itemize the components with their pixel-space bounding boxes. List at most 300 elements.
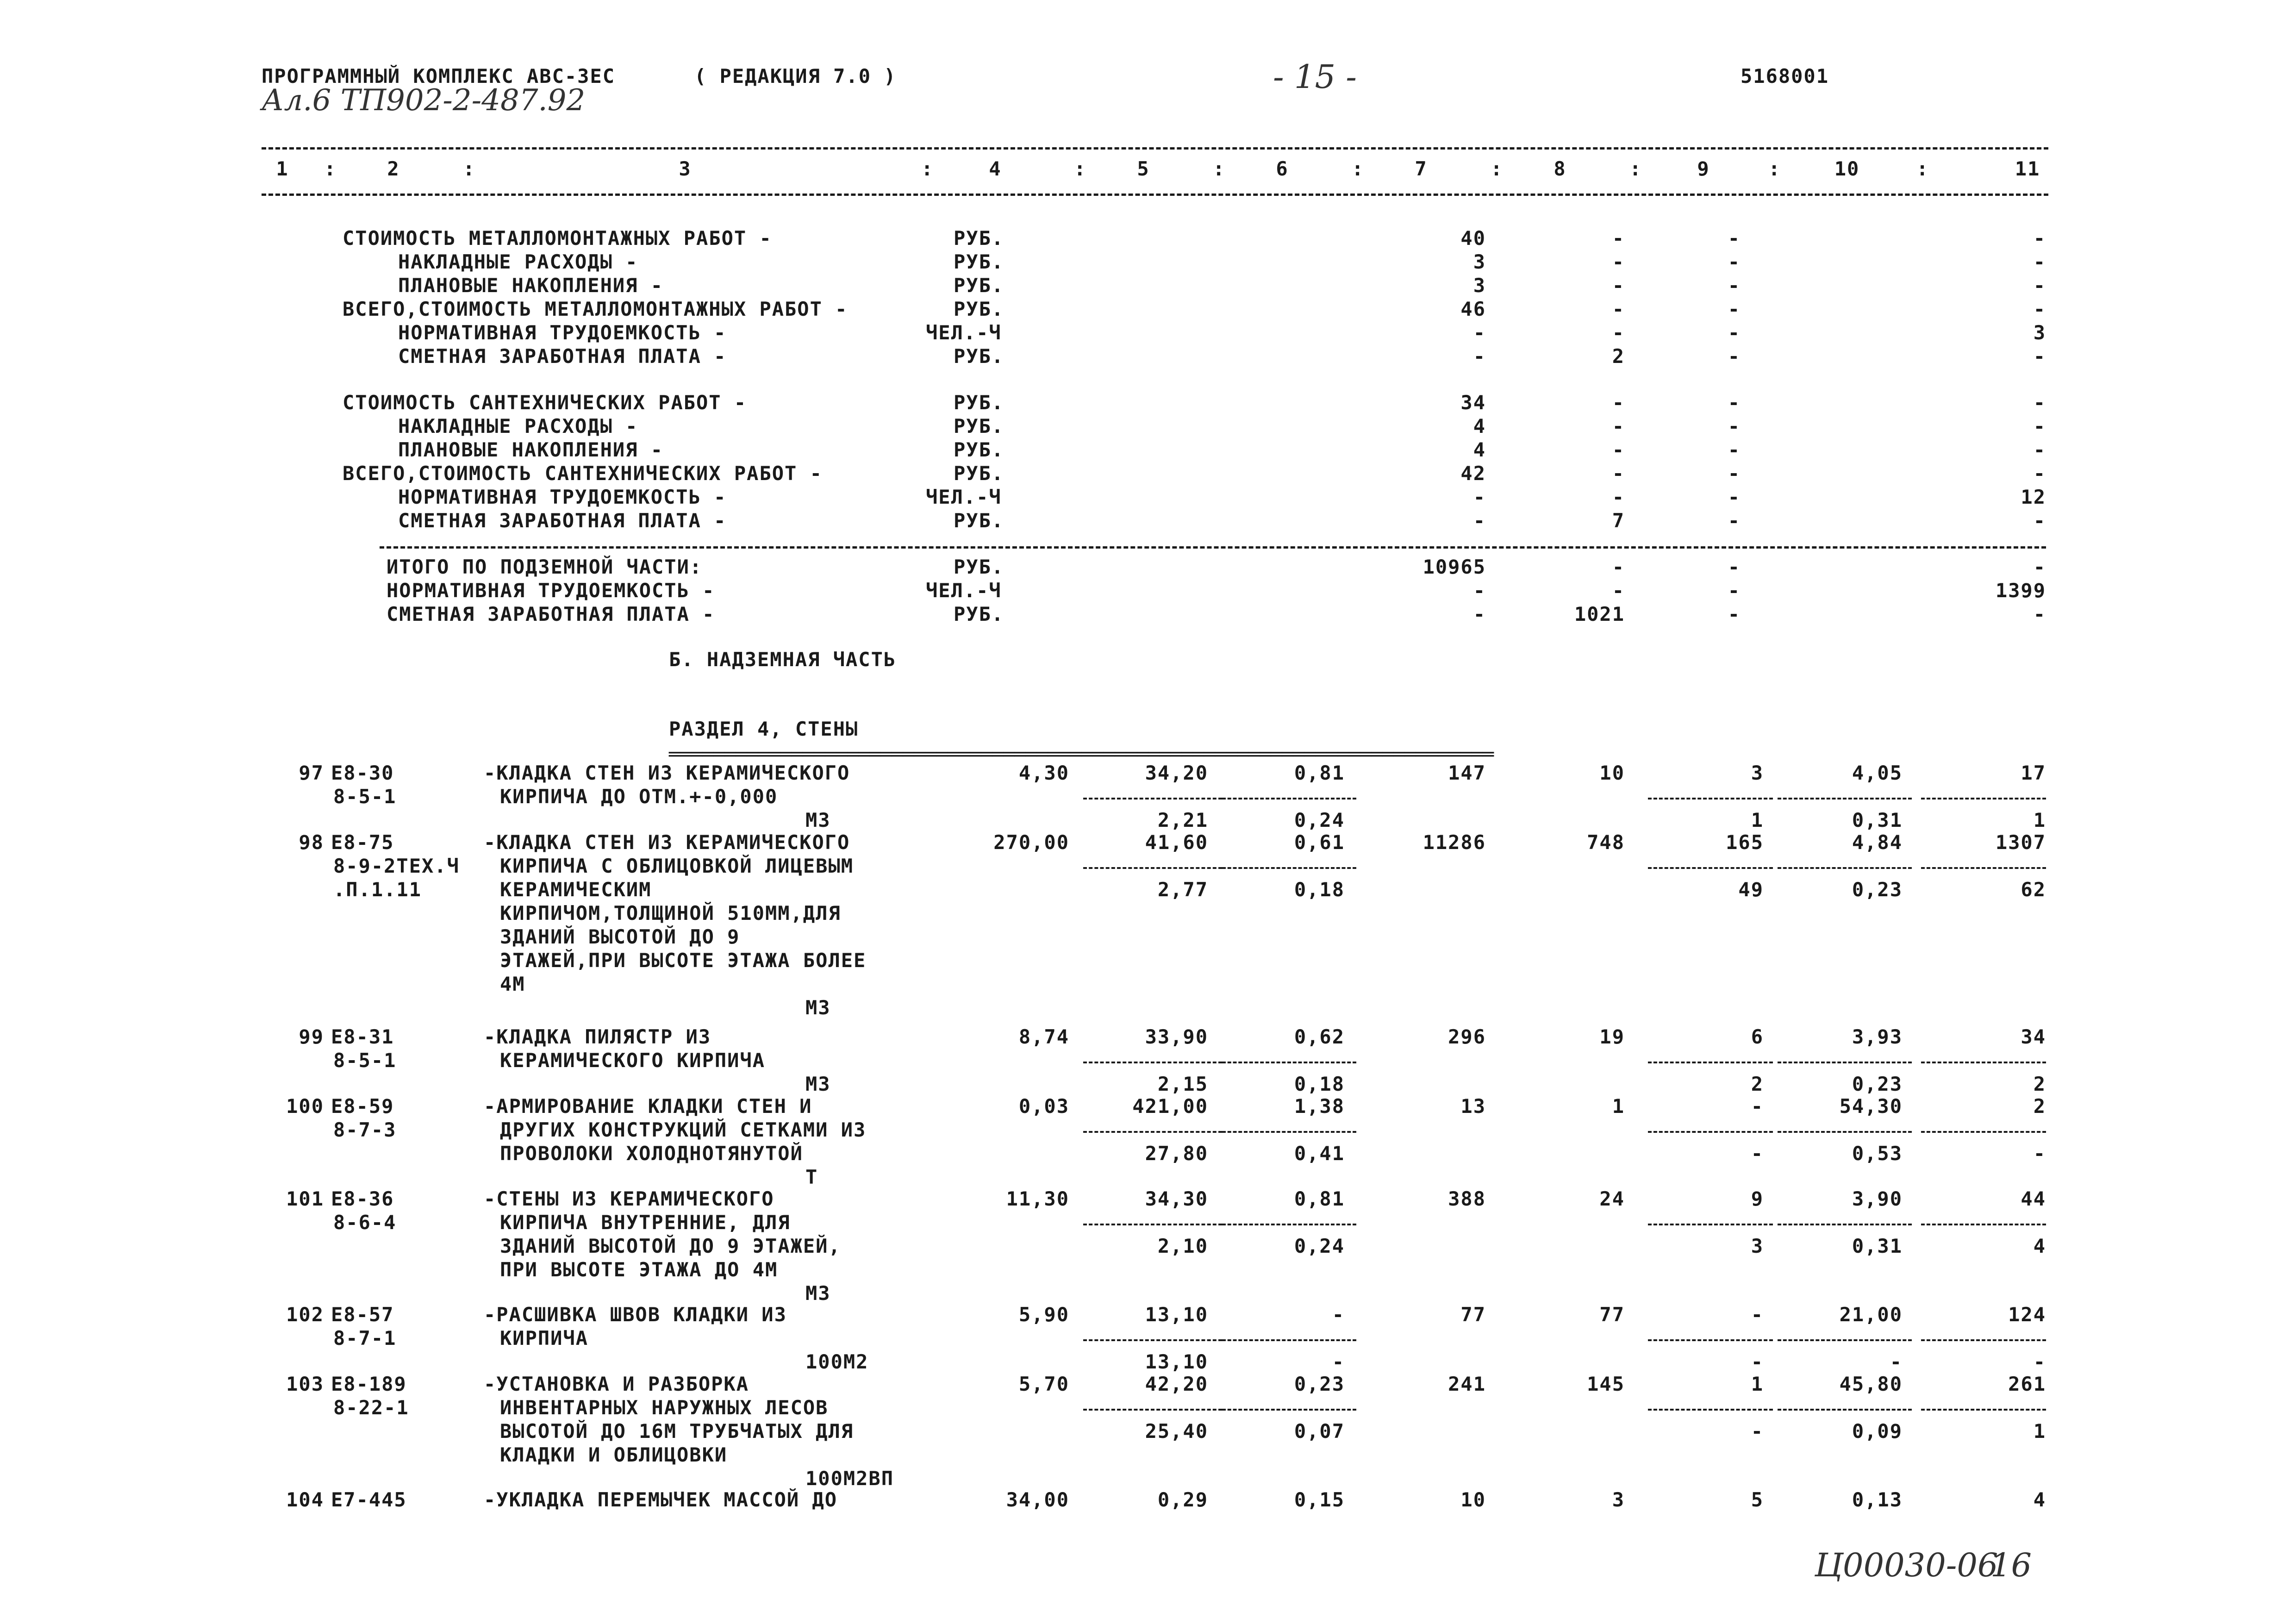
item-total-cost: 296 bbox=[1448, 1025, 1486, 1048]
item-number: 103 bbox=[286, 1373, 324, 1395]
item-c11-main: 17 bbox=[2021, 762, 2046, 784]
item-number: 100 bbox=[286, 1095, 324, 1118]
item-subtotal-divider bbox=[1921, 867, 2046, 869]
item-number: 97 bbox=[299, 762, 324, 784]
item-c10-sub: 0,53 bbox=[1852, 1142, 1903, 1165]
item-wages: 19 bbox=[1599, 1025, 1625, 1048]
item-code: 8-7-3 bbox=[333, 1118, 397, 1141]
summary-col9: - bbox=[1728, 227, 1741, 250]
column-separator: : bbox=[463, 157, 476, 180]
item-c6-sub: 0,24 bbox=[1294, 1235, 1345, 1257]
item-unit: М3 bbox=[805, 809, 831, 831]
summary-label: ВСЕГО,СТОИМОСТЬ МЕТАЛЛОМОНТАЖНЫХ РАБОТ - bbox=[343, 298, 848, 320]
item-c6-sub: 0,18 bbox=[1294, 878, 1345, 901]
summary-col11: - bbox=[2033, 462, 2046, 485]
item-c9-sub: 1 bbox=[1751, 809, 1764, 831]
item-c9-main: - bbox=[1751, 1303, 1764, 1326]
item-subtotal-divider bbox=[1921, 1409, 2046, 1411]
column-number: 8 bbox=[1554, 157, 1566, 180]
item-c9-main: 5 bbox=[1751, 1488, 1764, 1511]
item-description: ПРОВОЛОКИ ХОЛОДНОТЯНУТОЙ bbox=[500, 1142, 803, 1165]
summary-col8: - bbox=[1612, 438, 1625, 461]
summary-col11: - bbox=[2033, 603, 2046, 625]
item-description: -КЛАДКА СТЕН ИЗ КЕРАМИЧЕСКОГО bbox=[484, 831, 850, 854]
summary-col9: - bbox=[1728, 579, 1741, 602]
header-bottom-rule bbox=[262, 194, 2048, 196]
item-c6-main: 0,61 bbox=[1294, 831, 1345, 854]
item-quantity: 270,00 bbox=[993, 831, 1069, 854]
item-description: -СТЕНЫ ИЗ КЕРАМИЧЕСКОГО bbox=[484, 1187, 774, 1210]
item-subtotal-divider bbox=[1222, 798, 1356, 800]
item-c6-main: 0,62 bbox=[1294, 1025, 1345, 1048]
item-code: Е8-59 bbox=[331, 1095, 394, 1118]
item-description: ВЫСОТОЙ ДО 16М ТРУБЧАТЫХ ДЛЯ bbox=[500, 1420, 854, 1443]
summary-label: НАКЛАДНЫЕ РАСХОДЫ - bbox=[398, 250, 638, 273]
item-subtotal-divider bbox=[1648, 1224, 1773, 1225]
item-quantity: 8,74 bbox=[1018, 1025, 1069, 1048]
item-subtotal-divider bbox=[1083, 1131, 1222, 1133]
item-c6-sub: 0,18 bbox=[1294, 1073, 1345, 1095]
summary-label: СМЕТНАЯ ЗАРАБОТНАЯ ПЛАТА - bbox=[398, 345, 727, 368]
summary-unit: РУБ. bbox=[954, 227, 1004, 250]
item-description: 4М bbox=[500, 973, 525, 995]
item-c6-sub: - bbox=[1332, 1350, 1345, 1373]
item-c10-main: 21,00 bbox=[1839, 1303, 1903, 1326]
item-c11-sub: - bbox=[2033, 1142, 2046, 1165]
summary-unit: РУБ. bbox=[954, 603, 1004, 625]
item-wages: 77 bbox=[1599, 1303, 1625, 1326]
summary-col8: - bbox=[1612, 415, 1625, 437]
item-unit: М3 bbox=[805, 1073, 831, 1095]
summary-col7: 10965 bbox=[1423, 556, 1486, 578]
item-c10-main: 54,30 bbox=[1839, 1095, 1903, 1118]
item-code: Е8-57 bbox=[331, 1303, 394, 1326]
summary-col7: 34 bbox=[1460, 391, 1486, 414]
item-c11-sub: 62 bbox=[2021, 878, 2046, 901]
column-separator: : bbox=[921, 157, 934, 180]
item-description: -КЛАДКА ПИЛЯСТР ИЗ bbox=[484, 1025, 711, 1048]
item-subtotal-divider bbox=[1222, 1224, 1356, 1225]
item-c11-main: 34 bbox=[2021, 1025, 2046, 1048]
edition-label: ( РЕДАКЦИЯ 7.0 ) bbox=[694, 65, 897, 87]
item-description: КЕРАМИЧЕСКИМ bbox=[500, 878, 652, 901]
summary-col11: 3 bbox=[2033, 321, 2046, 344]
item-c11-main: 124 bbox=[2008, 1303, 2046, 1326]
item-code: 8-7-1 bbox=[333, 1327, 397, 1349]
summary-col8: - bbox=[1612, 462, 1625, 485]
column-number: 4 bbox=[989, 157, 1002, 180]
summary-col11: - bbox=[2033, 250, 2046, 273]
summary-col11: - bbox=[2033, 556, 2046, 578]
item-unit: М3 bbox=[805, 1282, 831, 1305]
item-c5-main: 41,60 bbox=[1145, 831, 1208, 854]
item-subtotal-divider bbox=[1921, 798, 2046, 800]
summary-unit: ЧЕЛ.-Ч bbox=[926, 486, 1002, 508]
item-total-cost: 11286 bbox=[1423, 831, 1486, 854]
summary-col7: - bbox=[1473, 321, 1486, 344]
item-subtotal-divider bbox=[1222, 1409, 1356, 1411]
item-code: Е8-75 bbox=[331, 831, 394, 854]
item-number: 102 bbox=[286, 1303, 324, 1326]
summary-col8: 7 bbox=[1612, 509, 1625, 532]
summary-col11: - bbox=[2033, 509, 2046, 532]
summary-unit: РУБ. bbox=[954, 415, 1004, 437]
item-description: -РАСШИВКА ШВОВ КЛАДКИ ИЗ bbox=[484, 1303, 787, 1326]
item-subtotal-divider bbox=[1778, 1131, 1912, 1133]
summary-col8: - bbox=[1612, 486, 1625, 508]
summary-col8: - bbox=[1612, 250, 1625, 273]
column-number: 3 bbox=[679, 157, 692, 180]
item-subtotal-divider bbox=[1222, 867, 1356, 869]
item-subtotal-divider bbox=[1222, 1339, 1356, 1341]
item-subtotal-divider bbox=[1083, 867, 1222, 869]
column-separator: : bbox=[1352, 157, 1365, 180]
summary-col8: - bbox=[1612, 227, 1625, 250]
item-c6-main: 0,23 bbox=[1294, 1373, 1345, 1395]
summary-col11: - bbox=[2033, 438, 2046, 461]
summary-col7: - bbox=[1473, 603, 1486, 625]
summary-col8: - bbox=[1612, 556, 1625, 578]
item-subtotal-divider bbox=[1921, 1062, 2046, 1063]
summary-label: СМЕТНАЯ ЗАРАБОТНАЯ ПЛАТА - bbox=[387, 603, 715, 625]
item-subtotal-divider bbox=[1648, 1062, 1773, 1063]
summary-col7: 42 bbox=[1460, 462, 1486, 485]
summary-col8: - bbox=[1612, 298, 1625, 320]
column-number: 5 bbox=[1137, 157, 1150, 180]
column-separator: : bbox=[1916, 157, 1929, 180]
summary-label: ПЛАНОВЫЕ НАКОПЛЕНИЯ - bbox=[398, 274, 664, 297]
summary-label: ИТОГО ПО ПОДЗЕМНОЙ ЧАСТИ: bbox=[387, 556, 703, 578]
summary-col7: 3 bbox=[1473, 250, 1486, 273]
item-unit: Т bbox=[805, 1166, 818, 1188]
summary-col9: - bbox=[1728, 603, 1741, 625]
item-c6-main: 0,81 bbox=[1294, 1187, 1345, 1210]
item-code: 8-22-1 bbox=[333, 1396, 409, 1419]
summary-col11: 1399 bbox=[1995, 579, 2046, 602]
item-c10-sub: 0,31 bbox=[1852, 1235, 1903, 1257]
item-c11-sub: - bbox=[2033, 1350, 2046, 1373]
item-subtotal-divider bbox=[1222, 1062, 1356, 1063]
item-c9-main: - bbox=[1751, 1095, 1764, 1118]
item-c10-main: 3,93 bbox=[1852, 1025, 1903, 1048]
item-code: 8-9-2ТЕХ.Ч bbox=[333, 855, 460, 877]
item-description: ЭТАЖЕЙ,ПРИ ВЫСОТЕ ЭТАЖА БОЛЕЕ bbox=[500, 949, 867, 972]
item-c5-main: 34,20 bbox=[1145, 762, 1208, 784]
summary-col7: - bbox=[1473, 509, 1486, 532]
item-c6-main: 0,15 bbox=[1294, 1488, 1345, 1511]
item-description: КИРПИЧА С ОБЛИЦОВКОЙ ЛИЦЕВЫМ bbox=[500, 855, 854, 877]
item-wages: 748 bbox=[1587, 831, 1625, 854]
summary-col7: 40 bbox=[1460, 227, 1486, 250]
item-c5-sub: 27,80 bbox=[1145, 1142, 1208, 1165]
item-c9-sub: - bbox=[1751, 1142, 1764, 1165]
item-c10-sub: 0,31 bbox=[1852, 809, 1903, 831]
column-number: 6 bbox=[1276, 157, 1289, 180]
item-c5-sub: 2,10 bbox=[1157, 1235, 1208, 1257]
item-c6-main: 1,38 bbox=[1294, 1095, 1345, 1118]
summary-label: НОРМАТИВНАЯ ТРУДОЕМКОСТЬ - bbox=[387, 579, 715, 602]
item-description: -УКЛАДКА ПЕРЕМЫЧЕК МАССОЙ ДО bbox=[484, 1488, 838, 1511]
item-description: ДРУГИХ КОНСТРУКЦИЙ СЕТКАМИ ИЗ bbox=[500, 1118, 867, 1141]
item-c9-sub: 49 bbox=[1738, 878, 1764, 901]
summary-unit: РУБ. bbox=[954, 274, 1004, 297]
item-total-cost: 388 bbox=[1448, 1187, 1486, 1210]
item-subtotal-divider bbox=[1648, 1339, 1773, 1341]
item-c9-main: 3 bbox=[1751, 762, 1764, 784]
item-quantity: 11,30 bbox=[1006, 1187, 1069, 1210]
item-description: ЗДАНИЙ ВЫСОТОЙ ДО 9 bbox=[500, 925, 740, 948]
column-number: 7 bbox=[1415, 157, 1428, 180]
item-subtotal-divider bbox=[1778, 1339, 1912, 1341]
item-c10-sub: 0,23 bbox=[1852, 878, 1903, 901]
summary-col7: 3 bbox=[1473, 274, 1486, 297]
item-c5-main: 34,30 bbox=[1145, 1187, 1208, 1210]
item-code: 8-6-4 bbox=[333, 1211, 397, 1234]
item-code: .П.1.11 bbox=[333, 878, 422, 901]
summary-col8: - bbox=[1612, 391, 1625, 414]
summary-col8: 1021 bbox=[1574, 603, 1625, 625]
summary-label: НАКЛАДНЫЕ РАСХОДЫ - bbox=[398, 415, 638, 437]
summary-col7: 4 bbox=[1473, 415, 1486, 437]
summary-col8: - bbox=[1612, 274, 1625, 297]
item-c11-main: 1307 bbox=[1995, 831, 2046, 854]
summary-col11: - bbox=[2033, 391, 2046, 414]
column-number: 10 bbox=[1834, 157, 1860, 180]
summary-col7: - bbox=[1473, 486, 1486, 508]
summary-unit: РУБ. bbox=[954, 250, 1004, 273]
item-subtotal-divider bbox=[1648, 867, 1773, 869]
summary-label: ВСЕГО,СТОИМОСТЬ САНТЕХНИЧЕСКИХ РАБОТ - bbox=[343, 462, 823, 485]
item-code: Е8-30 bbox=[331, 762, 394, 784]
item-subtotal-divider bbox=[1778, 798, 1912, 800]
item-description: КЕРАМИЧЕСКОГО КИРПИЧА bbox=[500, 1049, 766, 1072]
summary-unit: РУБ. bbox=[954, 345, 1004, 368]
summary-label: СМЕТНАЯ ЗАРАБОТНАЯ ПЛАТА - bbox=[398, 509, 727, 532]
summary-col9: - bbox=[1728, 509, 1741, 532]
item-c11-main: 44 bbox=[2021, 1187, 2046, 1210]
item-subtotal-divider bbox=[1648, 1409, 1773, 1411]
column-separator: : bbox=[1074, 157, 1087, 180]
summary-col8: - bbox=[1612, 321, 1625, 344]
item-c10-sub: - bbox=[1890, 1350, 1903, 1373]
item-number: 99 bbox=[299, 1025, 324, 1048]
item-c5-sub: 2,21 bbox=[1157, 809, 1208, 831]
item-quantity: 34,00 bbox=[1006, 1488, 1069, 1511]
summary-unit: ЧЕЛ.-Ч bbox=[926, 321, 1002, 344]
item-subtotal-divider bbox=[1083, 1409, 1222, 1411]
item-description: ПРИ ВЫСОТЕ ЭТАЖА ДО 4М bbox=[500, 1258, 778, 1281]
item-c9-sub: - bbox=[1751, 1420, 1764, 1443]
summary-col7: 46 bbox=[1460, 298, 1486, 320]
item-c9-main: 6 bbox=[1751, 1025, 1764, 1048]
item-unit: 100М2ВП bbox=[805, 1467, 894, 1490]
item-number: 101 bbox=[286, 1187, 324, 1210]
item-quantity: 4,30 bbox=[1018, 762, 1069, 784]
item-total-cost: 77 bbox=[1460, 1303, 1486, 1326]
item-subtotal-divider bbox=[1083, 1339, 1222, 1341]
item-wages: 145 bbox=[1587, 1373, 1625, 1395]
item-description: -КЛАДКА СТЕН ИЗ КЕРАМИЧЕСКОГО bbox=[484, 762, 850, 784]
summary-col11: - bbox=[2033, 227, 2046, 250]
item-number: 104 bbox=[286, 1488, 324, 1511]
item-c5-main: 33,90 bbox=[1145, 1025, 1208, 1048]
handwritten-reference: Ал.6 ТП902-2-487.92 bbox=[262, 83, 586, 118]
program-title: ПРОГРАММНЫЙ КОМПЛЕКС АВС-3ЕС bbox=[262, 65, 616, 87]
summary-unit: РУБ. bbox=[954, 509, 1004, 532]
item-code: Е8-36 bbox=[331, 1187, 394, 1210]
item-c5-sub: 2,15 bbox=[1157, 1073, 1208, 1095]
summary-unit: РУБ. bbox=[954, 391, 1004, 414]
item-unit: 100М2 bbox=[805, 1350, 869, 1373]
summary-col9: - bbox=[1728, 462, 1741, 485]
item-description: ИНВЕНТАРНЫХ НАРУЖНЫХ ЛЕСОВ bbox=[500, 1396, 829, 1419]
item-c9-main: 165 bbox=[1726, 831, 1764, 854]
item-c5-sub: 13,10 bbox=[1145, 1350, 1208, 1373]
item-subtotal-divider bbox=[1778, 1409, 1912, 1411]
summary-label: ПЛАНОВЫЕ НАКОПЛЕНИЯ - bbox=[398, 438, 664, 461]
item-wages: 1 bbox=[1612, 1095, 1625, 1118]
item-description: КИРПИЧА bbox=[500, 1327, 589, 1349]
item-c11-main: 4 bbox=[2033, 1488, 2046, 1511]
summary-col11: - bbox=[2033, 298, 2046, 320]
summary-label: НОРМАТИВНАЯ ТРУДОЕМКОСТЬ - bbox=[398, 486, 727, 508]
summary-col9: - bbox=[1728, 345, 1741, 368]
summary-col9: - bbox=[1728, 438, 1741, 461]
section-title: РАЗДЕЛ 4, СТЕНЫ bbox=[669, 718, 859, 740]
item-c10-sub: 0,09 bbox=[1852, 1420, 1903, 1443]
item-c10-main: 4,05 bbox=[1852, 762, 1903, 784]
page-mark: - 15 - bbox=[1273, 58, 1357, 96]
item-c5-main: 421,00 bbox=[1132, 1095, 1208, 1118]
column-separator: : bbox=[1491, 157, 1504, 180]
item-c10-main: 0,13 bbox=[1852, 1488, 1903, 1511]
footer-page-number: 16 bbox=[1990, 1546, 2032, 1584]
item-c9-sub: 2 bbox=[1751, 1073, 1764, 1095]
item-description: КИРПИЧОМ,ТОЛЩИНОЙ 510ММ,ДЛЯ bbox=[500, 902, 841, 924]
footer-handwritten-code: Ц00030-06 bbox=[1815, 1546, 1998, 1584]
summary-unit: РУБ. bbox=[954, 298, 1004, 320]
summary-col8: - bbox=[1612, 579, 1625, 602]
item-code: Е7-445 bbox=[331, 1488, 407, 1511]
item-c5-main: 42,20 bbox=[1145, 1373, 1208, 1395]
item-c5-main: 0,29 bbox=[1157, 1488, 1208, 1511]
summary-col9: - bbox=[1728, 486, 1741, 508]
summary-col11: 12 bbox=[2021, 486, 2046, 508]
item-c11-main: 2 bbox=[2033, 1095, 2046, 1118]
item-c11-sub: 1 bbox=[2033, 809, 2046, 831]
item-c10-main: 3,90 bbox=[1852, 1187, 1903, 1210]
item-c5-main: 13,10 bbox=[1145, 1303, 1208, 1326]
subtotal-rule bbox=[380, 546, 2046, 549]
summary-col9: - bbox=[1728, 321, 1741, 344]
summary-col7: - bbox=[1473, 579, 1486, 602]
item-c11-sub: 4 bbox=[2033, 1235, 2046, 1257]
summary-col9: - bbox=[1728, 391, 1741, 414]
item-number: 98 bbox=[299, 831, 324, 854]
item-code: Е8-189 bbox=[331, 1373, 407, 1395]
summary-unit: ЧЕЛ.-Ч bbox=[926, 579, 1002, 602]
document-code: 5168001 bbox=[1741, 65, 1829, 87]
item-subtotal-divider bbox=[1921, 1339, 2046, 1341]
item-quantity: 5,70 bbox=[1018, 1373, 1069, 1395]
item-subtotal-divider bbox=[1222, 1131, 1356, 1133]
item-c10-main: 45,80 bbox=[1839, 1373, 1903, 1395]
item-c9-main: 9 bbox=[1751, 1187, 1764, 1210]
item-c9-sub: - bbox=[1751, 1350, 1764, 1373]
column-separator: : bbox=[1768, 157, 1781, 180]
summary-label: СТОИМОСТЬ САНТЕХНИЧЕСКИХ РАБОТ - bbox=[343, 391, 747, 414]
item-code: 8-5-1 bbox=[333, 785, 397, 808]
top-rule bbox=[262, 147, 2048, 150]
item-description: КЛАДКИ И ОБЛИЦОВКИ bbox=[500, 1443, 728, 1466]
column-number: 9 bbox=[1697, 157, 1710, 180]
summary-col11: - bbox=[2033, 274, 2046, 297]
item-total-cost: 241 bbox=[1448, 1373, 1486, 1395]
item-c6-sub: 0,07 bbox=[1294, 1420, 1345, 1443]
item-subtotal-divider bbox=[1921, 1224, 2046, 1225]
item-c11-main: 261 bbox=[2008, 1373, 2046, 1395]
item-description: -УСТАНОВКА И РАЗБОРКА bbox=[484, 1373, 749, 1395]
summary-col11: - bbox=[2033, 345, 2046, 368]
summary-col7: - bbox=[1473, 345, 1486, 368]
item-total-cost: 147 bbox=[1448, 762, 1486, 784]
item-c5-sub: 25,40 bbox=[1145, 1420, 1208, 1443]
summary-label: СТОИМОСТЬ МЕТАЛЛОМОНТАЖНЫХ РАБОТ - bbox=[343, 227, 772, 250]
summary-col9: - bbox=[1728, 298, 1741, 320]
summary-col9: - bbox=[1728, 415, 1741, 437]
item-description: -АРМИРОВАНИЕ КЛАДКИ СТЕН И bbox=[484, 1095, 812, 1118]
item-c9-main: 1 bbox=[1751, 1373, 1764, 1395]
item-description: КИРПИЧА ДО ОТМ.+-0,000 bbox=[500, 785, 778, 808]
summary-unit: РУБ. bbox=[954, 438, 1004, 461]
item-subtotal-divider bbox=[1648, 798, 1773, 800]
column-number: 2 bbox=[387, 157, 400, 180]
item-c6-main: 0,81 bbox=[1294, 762, 1345, 784]
item-subtotal-divider bbox=[1778, 1224, 1912, 1225]
column-number: 11 bbox=[2015, 157, 2040, 180]
item-subtotal-divider bbox=[1083, 798, 1222, 800]
item-c6-sub: 0,41 bbox=[1294, 1142, 1345, 1165]
summary-col9: - bbox=[1728, 250, 1741, 273]
item-c6-main: - bbox=[1332, 1303, 1345, 1326]
item-subtotal-divider bbox=[1778, 867, 1912, 869]
item-wages: 24 bbox=[1599, 1187, 1625, 1210]
item-wages: 3 bbox=[1612, 1488, 1625, 1511]
item-total-cost: 13 bbox=[1460, 1095, 1486, 1118]
item-subtotal-divider bbox=[1083, 1062, 1222, 1063]
column-separator: : bbox=[1629, 157, 1642, 180]
item-wages: 10 bbox=[1599, 762, 1625, 784]
summary-col11: - bbox=[2033, 415, 2046, 437]
item-description: ЗДАНИЙ ВЫСОТОЙ ДО 9 ЭТАЖЕЙ, bbox=[500, 1235, 841, 1257]
item-c9-sub: 3 bbox=[1751, 1235, 1764, 1257]
item-c11-sub: 1 bbox=[2033, 1420, 2046, 1443]
column-separator: : bbox=[1213, 157, 1226, 180]
item-code: 8-5-1 bbox=[333, 1049, 397, 1072]
item-c10-main: 4,84 bbox=[1852, 831, 1903, 854]
item-quantity: 0,03 bbox=[1018, 1095, 1069, 1118]
item-c5-sub: 2,77 bbox=[1157, 878, 1208, 901]
item-description: КИРПИЧА ВНУТРЕННИЕ, ДЛЯ bbox=[500, 1211, 791, 1234]
item-c6-sub: 0,24 bbox=[1294, 809, 1345, 831]
item-total-cost: 10 bbox=[1460, 1488, 1486, 1511]
column-number: 1 bbox=[276, 157, 289, 180]
summary-label: НОРМАТИВНАЯ ТРУДОЕМКОСТЬ - bbox=[398, 321, 727, 344]
item-subtotal-divider bbox=[1778, 1062, 1912, 1063]
summary-unit: РУБ. bbox=[954, 556, 1004, 578]
item-quantity: 5,90 bbox=[1018, 1303, 1069, 1326]
item-unit: М3 bbox=[805, 996, 831, 1019]
